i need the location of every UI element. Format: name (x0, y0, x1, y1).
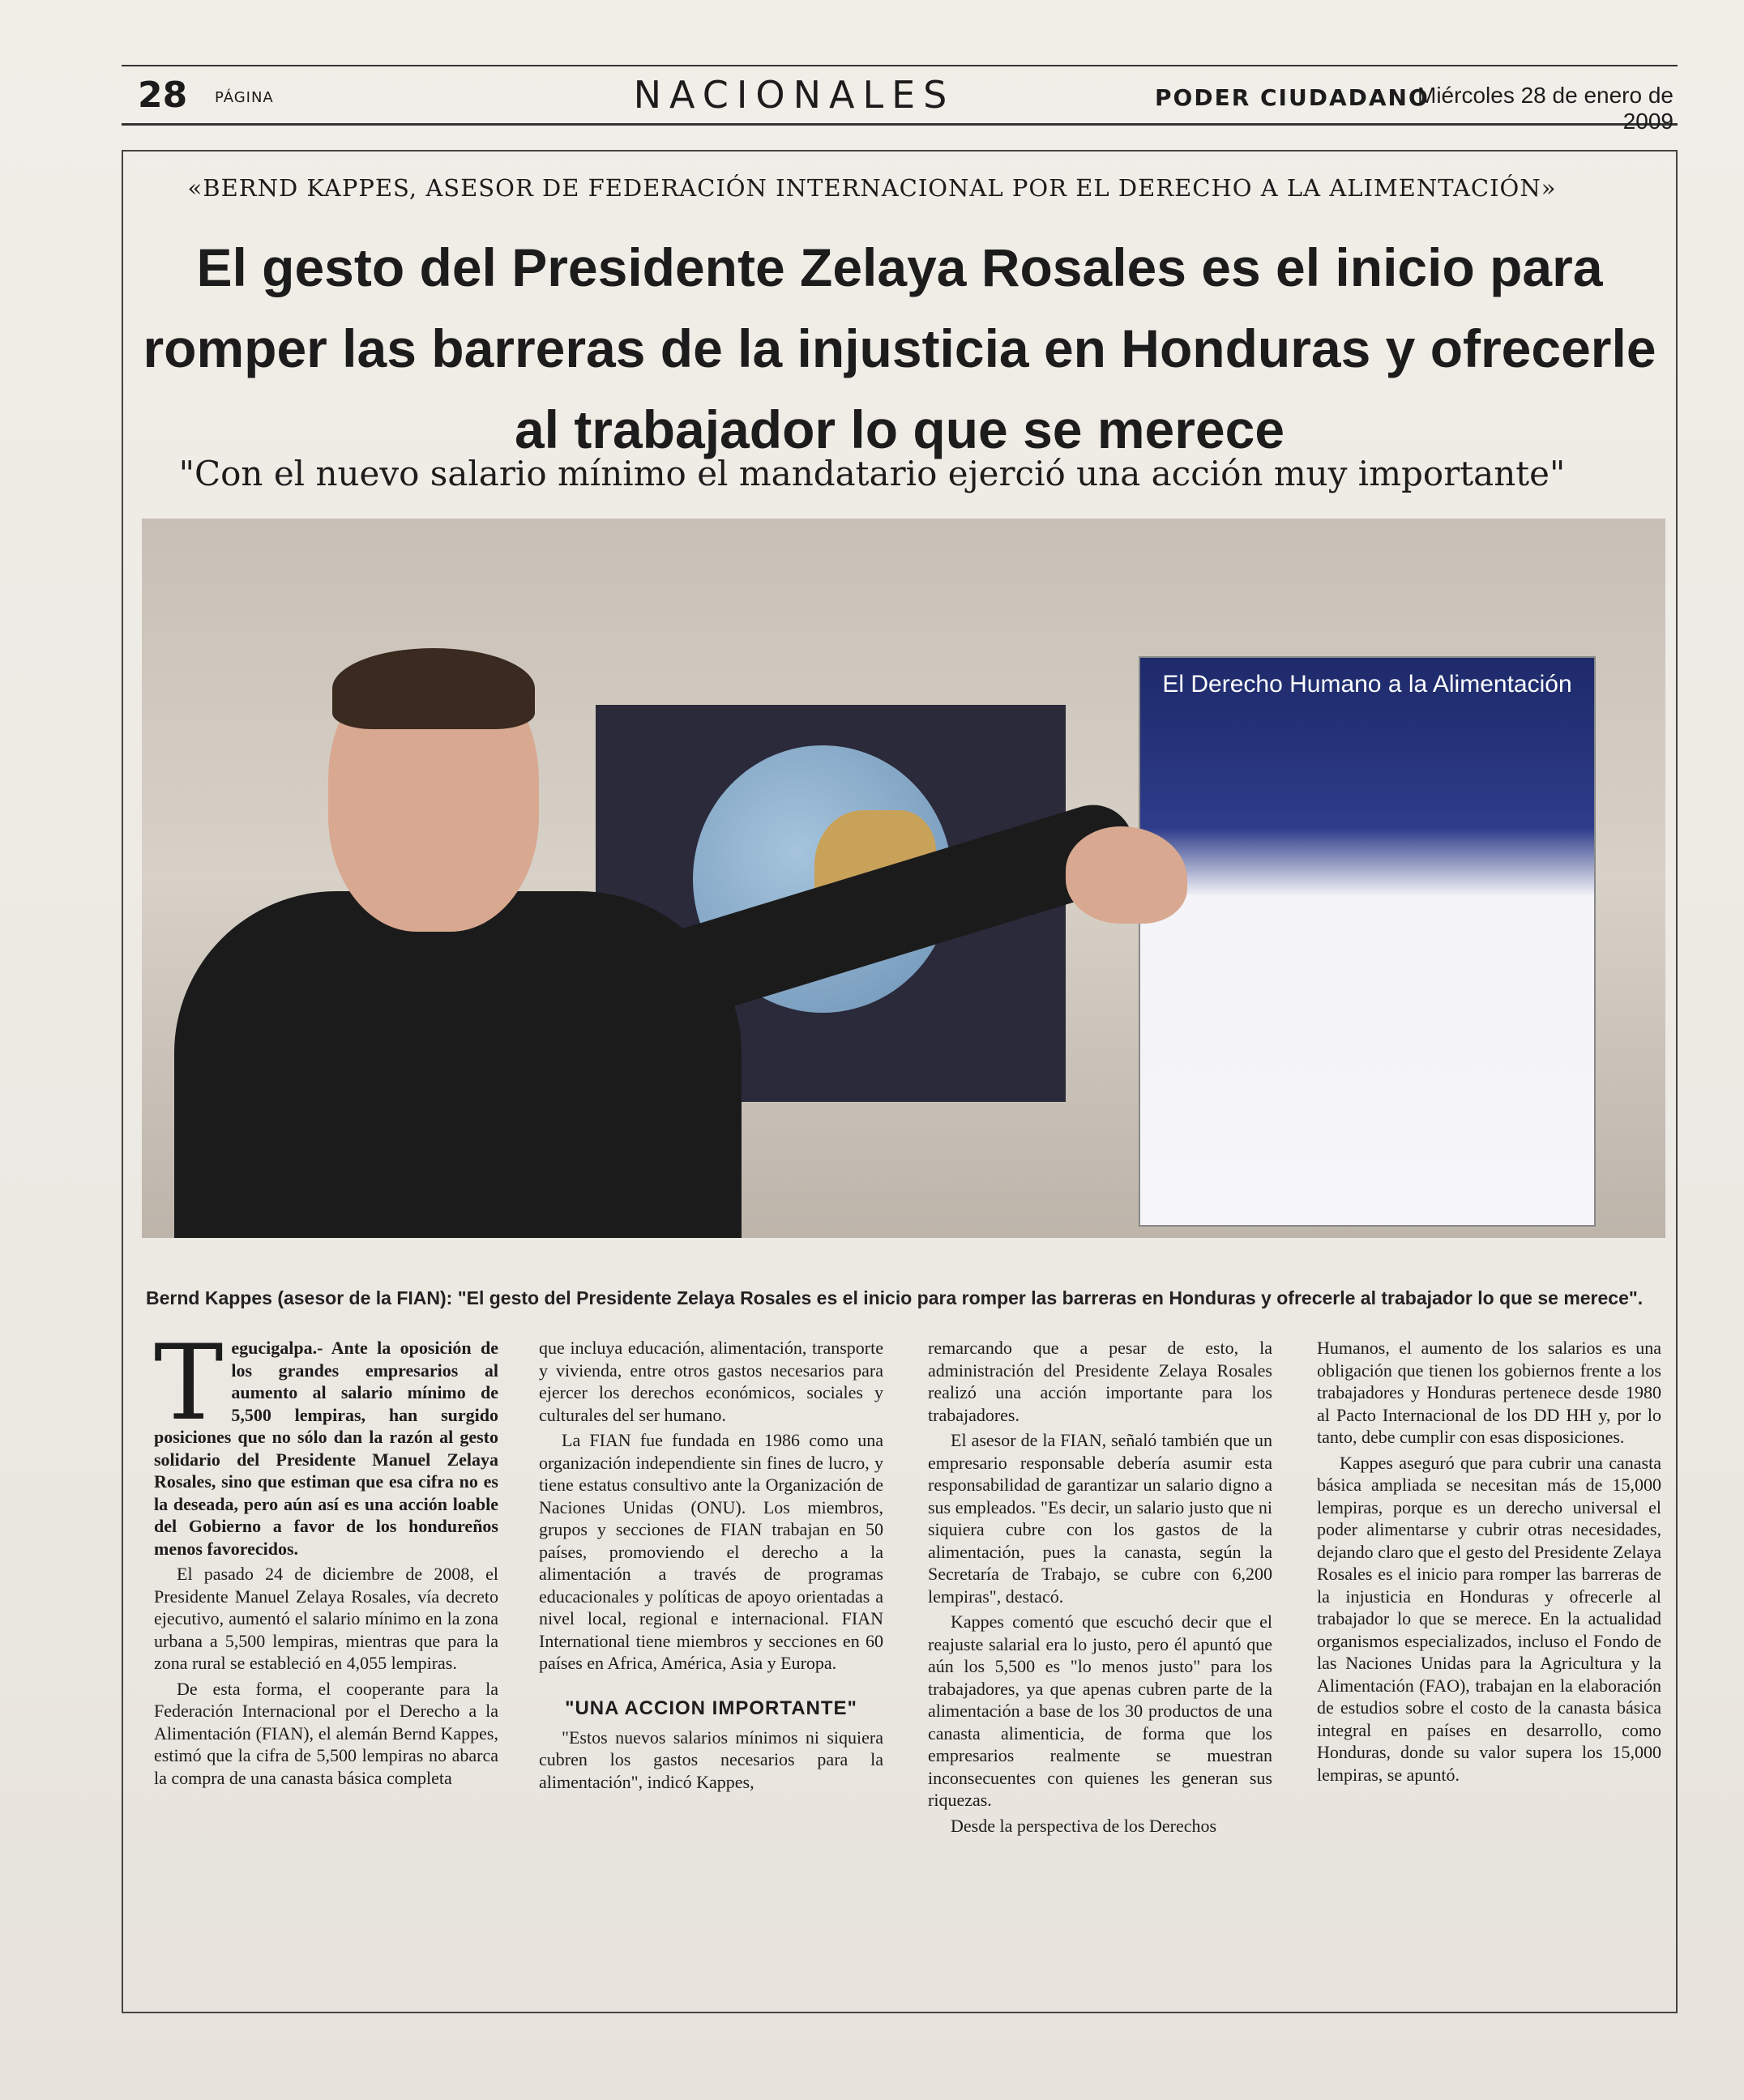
column-4 (1317, 1337, 1661, 1789)
paragraph: Desde la perspectiva de los Derechos (951, 1815, 1217, 1836)
page-label: PÁGINA (215, 89, 274, 106)
paragraph: El pasado 24 de diciembre de 2008, el Presidente Manuel Zelaya Rosales, vía decreto ejecutivo, aumentó el salario mínimo en la zona urbana a 5,500 lempiras, mientras que para la zona rural se estableció en 4,055 lempiras. (154, 1564, 498, 1673)
paragraph: que incluya educación, alimentación, transporte y vivienda, entre otros gastos necesarios para ejercer los derechos económicos, sociales y culturales del ser humano. (539, 1338, 883, 1425)
issue-date: Miércoles 28 de enero de 2009 (1417, 83, 1673, 134)
publication-name: PODER CIUDADANO (1155, 84, 1430, 111)
paragraph: De esta forma, el cooperante para la Federación Internacional por el Derecho a la Alimentación (FIAN), el alemán Bernd Kappes, estimó que la cifra de 5,500 lempiras no abarca la compra de una canasta básica completa (154, 1678, 498, 1788)
paragraph: Kappes aseguró que para cubrir una canasta básica ampliada se necesitan más de 15,000 lempiras, porque es un derecho universal el poder alimentarse y cubrir otras necesidades, dejando claro que el gesto del Presidente Zelaya Rosales es el inicio para romper las barreras de la injusticia en Honduras y ofrecerle al trabajador lo que se merece. En la actualidad organismos especializados, incluso el Fondo de las Naciones Unidas para la Agricultura y la Alimentación (FAO), trabajan en la elaboración de estudios sobre el costo de la canasta básica integral en países en desarrollo, como Honduras, donde su valor supera los 15,000 lempiras, se apuntó. (1317, 1452, 1661, 1785)
column-1 (154, 1323, 498, 1792)
lead-text: egucigalpa.- Ante la oposición de los grandes empresarios al aumento al salario mínimo de 5,500 lempiras, han surgido posiciones que no sólo dan la razón al gesto solidario del Presidente Manuel Zelaya Rosales, sino que estiman que esa cifra no es la deseada, pero aún así es una acción loable del Gobierno a favor de los hondureños menos favorecidos. (154, 1338, 498, 1559)
person-body (174, 891, 742, 1238)
column-2 (539, 1337, 883, 1796)
article-headline: El gesto del Presidente Zelaya Rosales es el inicio para romper las barreras de la injusticia en Honduras y ofrecerle al trabajador lo que se merece (143, 237, 1656, 459)
article-photo (142, 519, 1665, 1238)
photo-caption: Bernd Kappes (asesor de la FIAN): "El gesto del Presidente Zelaya Rosales es el inicio para romper las barreras en Honduras y ofrecerle al trabajador lo que se merece". (146, 1287, 1644, 1308)
paragraph: El asesor de la FIAN, señaló también que un empresario responsable debería asumir esta responsabilidad de garantizar un salario digno a sus empleados. "Es decir, un salario justo que ni siquiera cubre con los gastos de la alimentación, pues la canasta, según la Secretaría de Trabajo, se cubre con 6,200 lempiras", destacó. (928, 1430, 1272, 1607)
paragraph: Kappes comentó que escuchó decir que el reajuste salarial era lo justo, pero él apuntó que aún los 5,500 es "lo menos justo" para los trabajadores, ya que apenas cubren parte de la alimentación a base de los 30 productos de una canasta alimenticia, de forma que los empresarios realmente se muestran inconsecuentes con quienes les generan sus riquezas. (928, 1611, 1272, 1810)
paragraph: "Estos nuevos salarios mínimos ni siquiera cubren los gastos necesarios para la alimentación", indicó Kappes, (539, 1727, 883, 1792)
page-header (122, 65, 1678, 134)
section-subtitle: "UNA ACCION IMPORTANTE" (565, 1697, 857, 1719)
lead-paragraph (154, 1323, 498, 1560)
column-3 (928, 1337, 1272, 1840)
person-hair (332, 648, 535, 729)
section-name: NACIONALES (633, 73, 955, 117)
drop-cap: T (154, 1323, 224, 1444)
article-subhead: "Con el nuevo salario mínimo el mandatario ejerció una acción muy importante" (178, 454, 1566, 493)
food-rights-poster (1139, 656, 1596, 1227)
paragraph: remarcando que a pesar de esto, la administración del Presidente Zelaya Rosales realizó una acción importante para los trabajadores. (928, 1338, 1272, 1425)
poster-title: El Derecho Humano a la Alimentación (1162, 671, 1572, 698)
article-kicker: «BERND KAPPES, ASESOR DE FEDERACIÓN INTERNACIONAL POR EL DERECHO A LA ALIMENTACIÓN» (187, 174, 1557, 202)
paragraph: La FIAN fue fundada en 1986 como una organización independiente sin fines de lucro, y tiene estatus consultivo ante la Organización de Naciones Unidas (ONU). Los miembros, grupos y secciones de FIAN trabajan en 50 países, promoviendo el derecho a la alimentación a través de programas educacionales y políticas de apoyo orientadas a nivel local, regional e internacional. FIAN International tiene miembros y secciones en 60 países en Africa, América, Asia y Europa. (539, 1430, 883, 1673)
paragraph: Humanos, el aumento de los salarios es una obligación que tienen los gobiernos frente a los trabajadores y Honduras pertenece desde 1980 al Pacto Internacional de los DD HH y, por lo tanto, debe cumplir con esas disposiciones. (1317, 1338, 1661, 1447)
page-number: 28 (138, 75, 188, 116)
